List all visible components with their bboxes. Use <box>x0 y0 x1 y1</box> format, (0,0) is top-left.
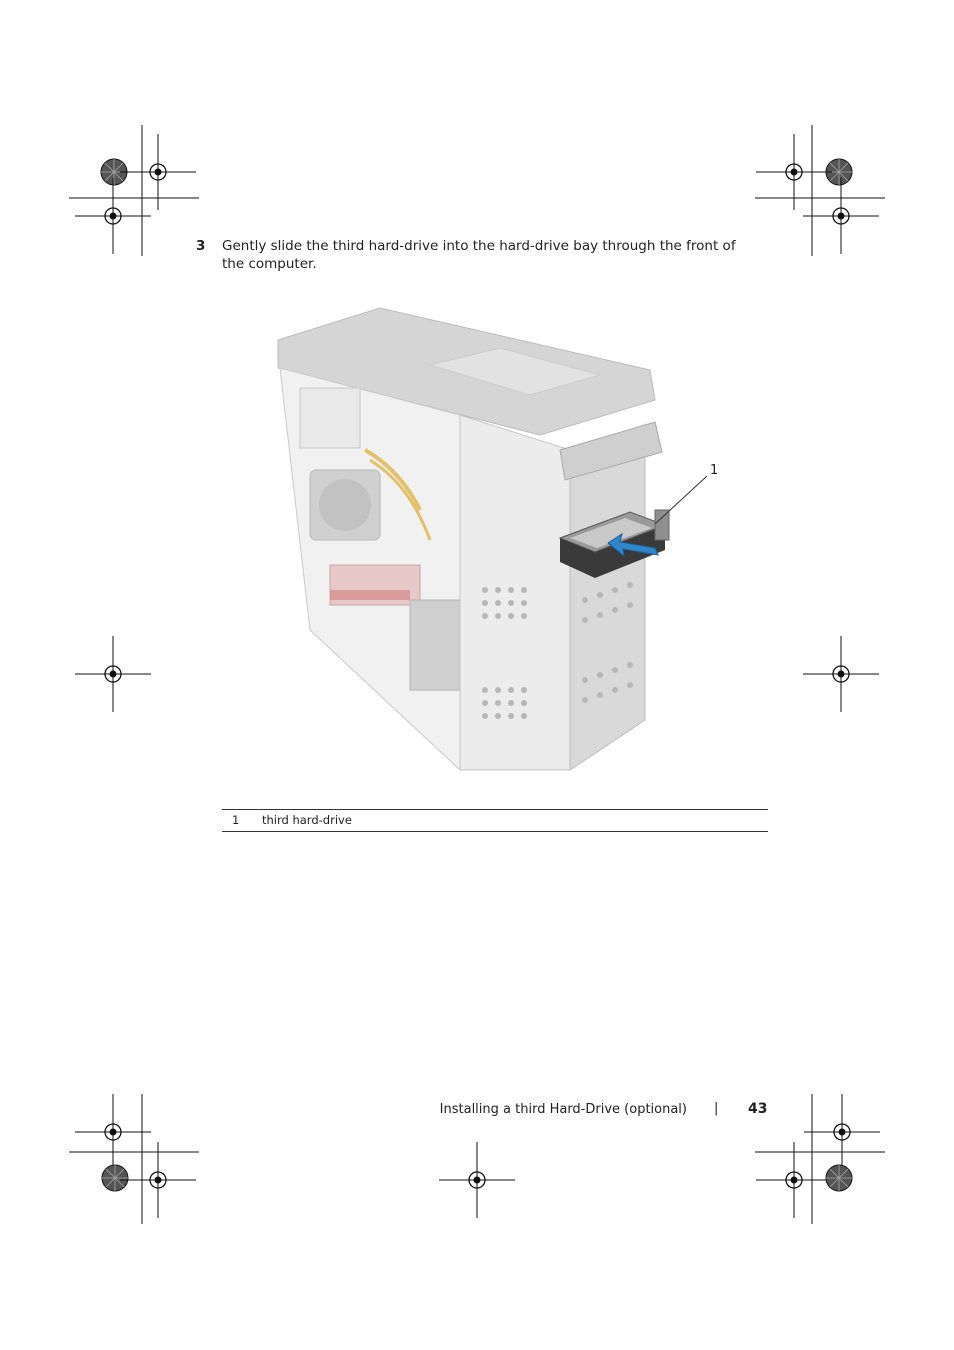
registration-mark-top-left-1 <box>120 134 196 210</box>
registration-mark-top-right-2 <box>803 178 879 254</box>
footer-section-title: Installing a third Hard-Drive (optional) <box>439 1102 687 1117</box>
figure-callout-number: 1 <box>710 463 719 478</box>
registration-mark-bottom-left-2 <box>120 1142 196 1218</box>
registration-mark-mid-right <box>803 636 879 712</box>
registration-mark-bottom-right-star <box>826 1165 852 1191</box>
registration-mark-bottom-right-2 <box>756 1142 832 1218</box>
page-number: 43 <box>748 1101 768 1117</box>
footer-separator: | <box>714 1101 719 1116</box>
registration-mark-bottom-center <box>439 1142 515 1218</box>
registration-mark-bottom-left-1 <box>75 1094 151 1170</box>
registration-mark-mid-left <box>75 636 151 712</box>
registration-mark-top-right-1 <box>756 134 832 210</box>
registration-mark-bottom-right-1 <box>804 1094 880 1170</box>
legend-label: third hard-drive <box>262 813 352 827</box>
step-number: 3 <box>196 238 206 254</box>
trim-lines <box>69 125 885 1224</box>
registration-mark-bottom-left-star <box>102 1165 128 1191</box>
legend-number: 1 <box>232 813 240 827</box>
registration-mark-top-left-2 <box>75 178 151 254</box>
step-text: Gently slide the third hard-drive into the hard-drive bay through the front of the computer. <box>222 238 736 272</box>
